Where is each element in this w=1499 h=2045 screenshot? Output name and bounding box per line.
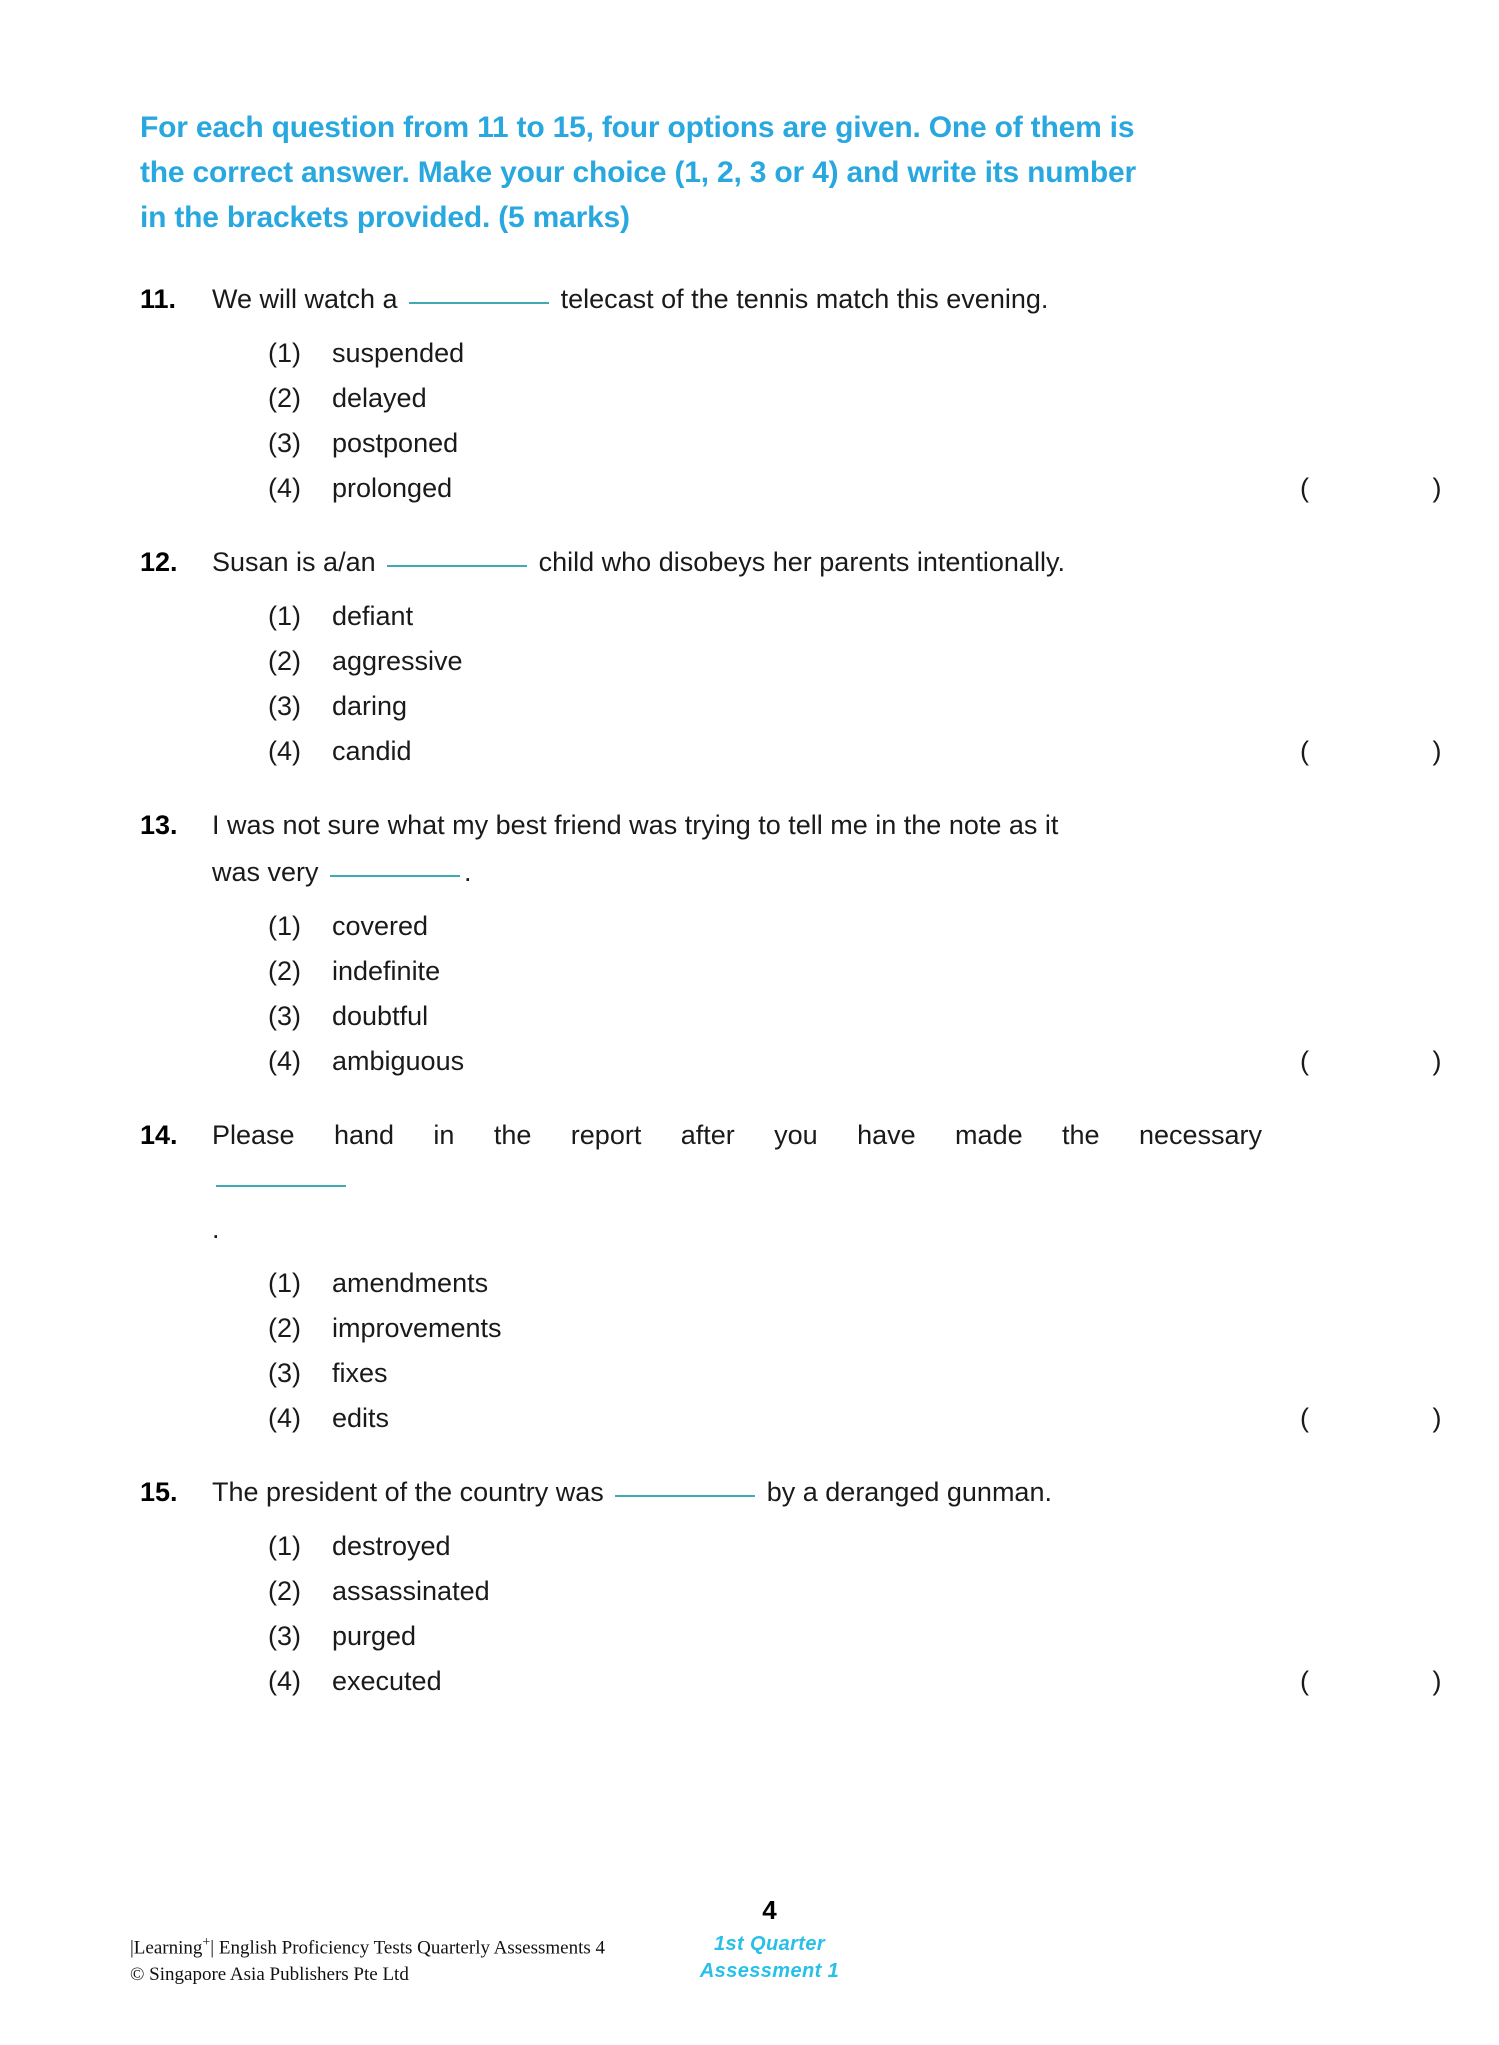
question-stem xyxy=(140,1469,1340,1516)
option-number: (1) xyxy=(268,1531,301,1561)
option-row[interactable] xyxy=(268,1524,1340,1569)
question-item xyxy=(140,276,1499,511)
option-label: ambiguous xyxy=(332,1046,465,1076)
option-list xyxy=(140,331,1499,511)
option-label: aggressive xyxy=(332,646,463,676)
question-stem xyxy=(140,539,1340,586)
option-number: (2) xyxy=(268,646,301,676)
option-label: delayed xyxy=(332,383,427,413)
option-row[interactable] xyxy=(268,949,1340,994)
option-list xyxy=(140,594,1499,774)
option-label: defiant xyxy=(332,601,414,631)
stem-text-after: by a deranged gunman. xyxy=(766,1477,1052,1507)
option-number: (1) xyxy=(268,338,301,368)
option-number: (3) xyxy=(268,428,301,458)
option-label: edits xyxy=(332,1403,390,1433)
option-row[interactable] xyxy=(268,1569,1340,1614)
assessment-line-1: 1st Quarter xyxy=(713,1933,826,1955)
option-label: destroyed xyxy=(332,1531,451,1561)
answer-blank[interactable] xyxy=(330,855,460,877)
page-footer xyxy=(0,1895,1499,2005)
question-stem xyxy=(140,802,1340,896)
option-number: (1) xyxy=(268,911,301,941)
option-label: amendments xyxy=(332,1268,489,1298)
option-row[interactable] xyxy=(268,1039,1499,1084)
option-row[interactable] xyxy=(268,904,1340,949)
option-label: covered xyxy=(332,911,429,941)
option-number: (1) xyxy=(268,1268,301,1298)
option-row[interactable] xyxy=(268,466,1499,511)
option-number: (4) xyxy=(268,1666,301,1696)
option-number: (1) xyxy=(268,601,301,631)
instruction-line-1: For each question from 11 to 15, four options are given. One of them is xyxy=(140,111,1135,144)
option-label: executed xyxy=(332,1666,442,1696)
option-label: suspended xyxy=(332,338,465,368)
option-label: purged xyxy=(332,1621,417,1651)
option-row[interactable] xyxy=(268,1351,1340,1396)
footer-brand-pre: |Learning xyxy=(130,1937,203,1959)
question-number: 11. xyxy=(140,284,177,314)
option-row[interactable] xyxy=(268,594,1340,639)
option-row[interactable] xyxy=(268,1396,1499,1441)
stem-text-before: We will watch a xyxy=(212,284,398,314)
stem-second-line xyxy=(212,849,1340,896)
option-number: (4) xyxy=(268,1403,301,1433)
answer-bracket[interactable]: ( ) xyxy=(1300,1403,1499,1433)
option-label: assassinated xyxy=(332,1576,490,1606)
option-label: indefinite xyxy=(332,956,441,986)
question-item xyxy=(140,1469,1499,1704)
option-label: fixes xyxy=(332,1358,388,1388)
answer-bracket[interactable]: ( ) xyxy=(1300,736,1499,766)
question-item xyxy=(140,802,1499,1084)
questions-list xyxy=(140,276,1499,1732)
question-number: 13. xyxy=(140,810,178,840)
option-row[interactable] xyxy=(268,994,1340,1039)
footer-copyright: © Singapore Asia Publishers Pte Ltd xyxy=(130,1964,409,1986)
instructions-block xyxy=(140,105,1330,240)
option-number: (3) xyxy=(268,1621,301,1651)
option-row[interactable] xyxy=(268,331,1340,376)
option-label: prolonged xyxy=(332,473,453,503)
option-label: candid xyxy=(332,736,412,766)
answer-bracket[interactable]: ( ) xyxy=(1300,1046,1499,1076)
answer-blank[interactable] xyxy=(409,282,549,304)
option-label: doubtful xyxy=(332,1001,429,1031)
assessment-line-2: Assessment 1 xyxy=(699,1960,840,1982)
option-number: (3) xyxy=(268,1358,301,1388)
question-number: 12. xyxy=(140,547,178,577)
question-item xyxy=(140,539,1499,774)
question-number: 15. xyxy=(140,1477,178,1507)
question-stem xyxy=(140,1112,1340,1253)
answer-blank[interactable] xyxy=(615,1475,755,1497)
option-row[interactable] xyxy=(268,1306,1340,1351)
option-row[interactable] xyxy=(268,421,1340,466)
option-number: (2) xyxy=(268,383,301,413)
option-label: postponed xyxy=(332,428,459,458)
stem-line2-before: was very xyxy=(212,857,319,887)
page-number: 4 xyxy=(762,1895,777,1925)
stem-line2-after: . xyxy=(212,1214,220,1244)
option-row[interactable] xyxy=(268,1614,1340,1659)
answer-bracket[interactable]: ( ) xyxy=(1300,1666,1499,1696)
option-number: (4) xyxy=(268,736,301,766)
question-number: 14. xyxy=(140,1120,178,1150)
option-number: (2) xyxy=(268,956,301,986)
answer-blank[interactable] xyxy=(216,1165,346,1187)
footer-brand-sup: + xyxy=(202,1935,211,1950)
stem-text-after: telecast of the tennis match this evening. xyxy=(560,284,1049,314)
stem-line2-after: . xyxy=(464,857,472,887)
option-number: (4) xyxy=(268,1046,301,1076)
option-row[interactable] xyxy=(268,684,1340,729)
stem-second-line xyxy=(212,1159,1340,1253)
option-list xyxy=(140,1524,1499,1704)
question-stem xyxy=(140,276,1340,323)
stem-text-before: The president of the country was xyxy=(212,1477,604,1507)
option-row[interactable] xyxy=(268,376,1340,421)
option-number: (3) xyxy=(268,691,301,721)
option-row[interactable] xyxy=(268,1261,1340,1306)
answer-bracket[interactable]: ( ) xyxy=(1300,473,1499,503)
option-row[interactable] xyxy=(268,639,1340,684)
answer-blank[interactable] xyxy=(387,545,527,567)
stem-text-before: I was not sure what my best friend was trying to tell me in the note as it xyxy=(212,810,1059,840)
assessment-label xyxy=(40,1931,1499,1985)
stem-text-after: child who disobeys her parents intentionally. xyxy=(538,547,1065,577)
option-list xyxy=(140,1261,1499,1441)
question-item xyxy=(140,1112,1499,1441)
stem-text-before: Susan is a/an xyxy=(212,547,376,577)
option-row[interactable] xyxy=(268,729,1499,774)
option-list xyxy=(140,904,1499,1084)
option-number: (2) xyxy=(268,1576,301,1606)
instruction-line-3: in the brackets provided. (5 marks) xyxy=(140,201,630,234)
instruction-line-2: the correct answer. Make your choice (1, 2, 3 or 4) and write its number xyxy=(140,156,1136,189)
option-label: improvements xyxy=(332,1313,502,1343)
option-row[interactable] xyxy=(268,1659,1499,1704)
option-number: (3) xyxy=(268,1001,301,1031)
stem-text-before: Please hand in the report after you have made the necessary xyxy=(212,1120,1262,1150)
footer-brand-post: | English Proficiency Tests Quarterly Assessments 4 xyxy=(210,1937,606,1959)
option-number: (4) xyxy=(268,473,301,503)
option-number: (2) xyxy=(268,1313,301,1343)
option-label: daring xyxy=(332,691,408,721)
